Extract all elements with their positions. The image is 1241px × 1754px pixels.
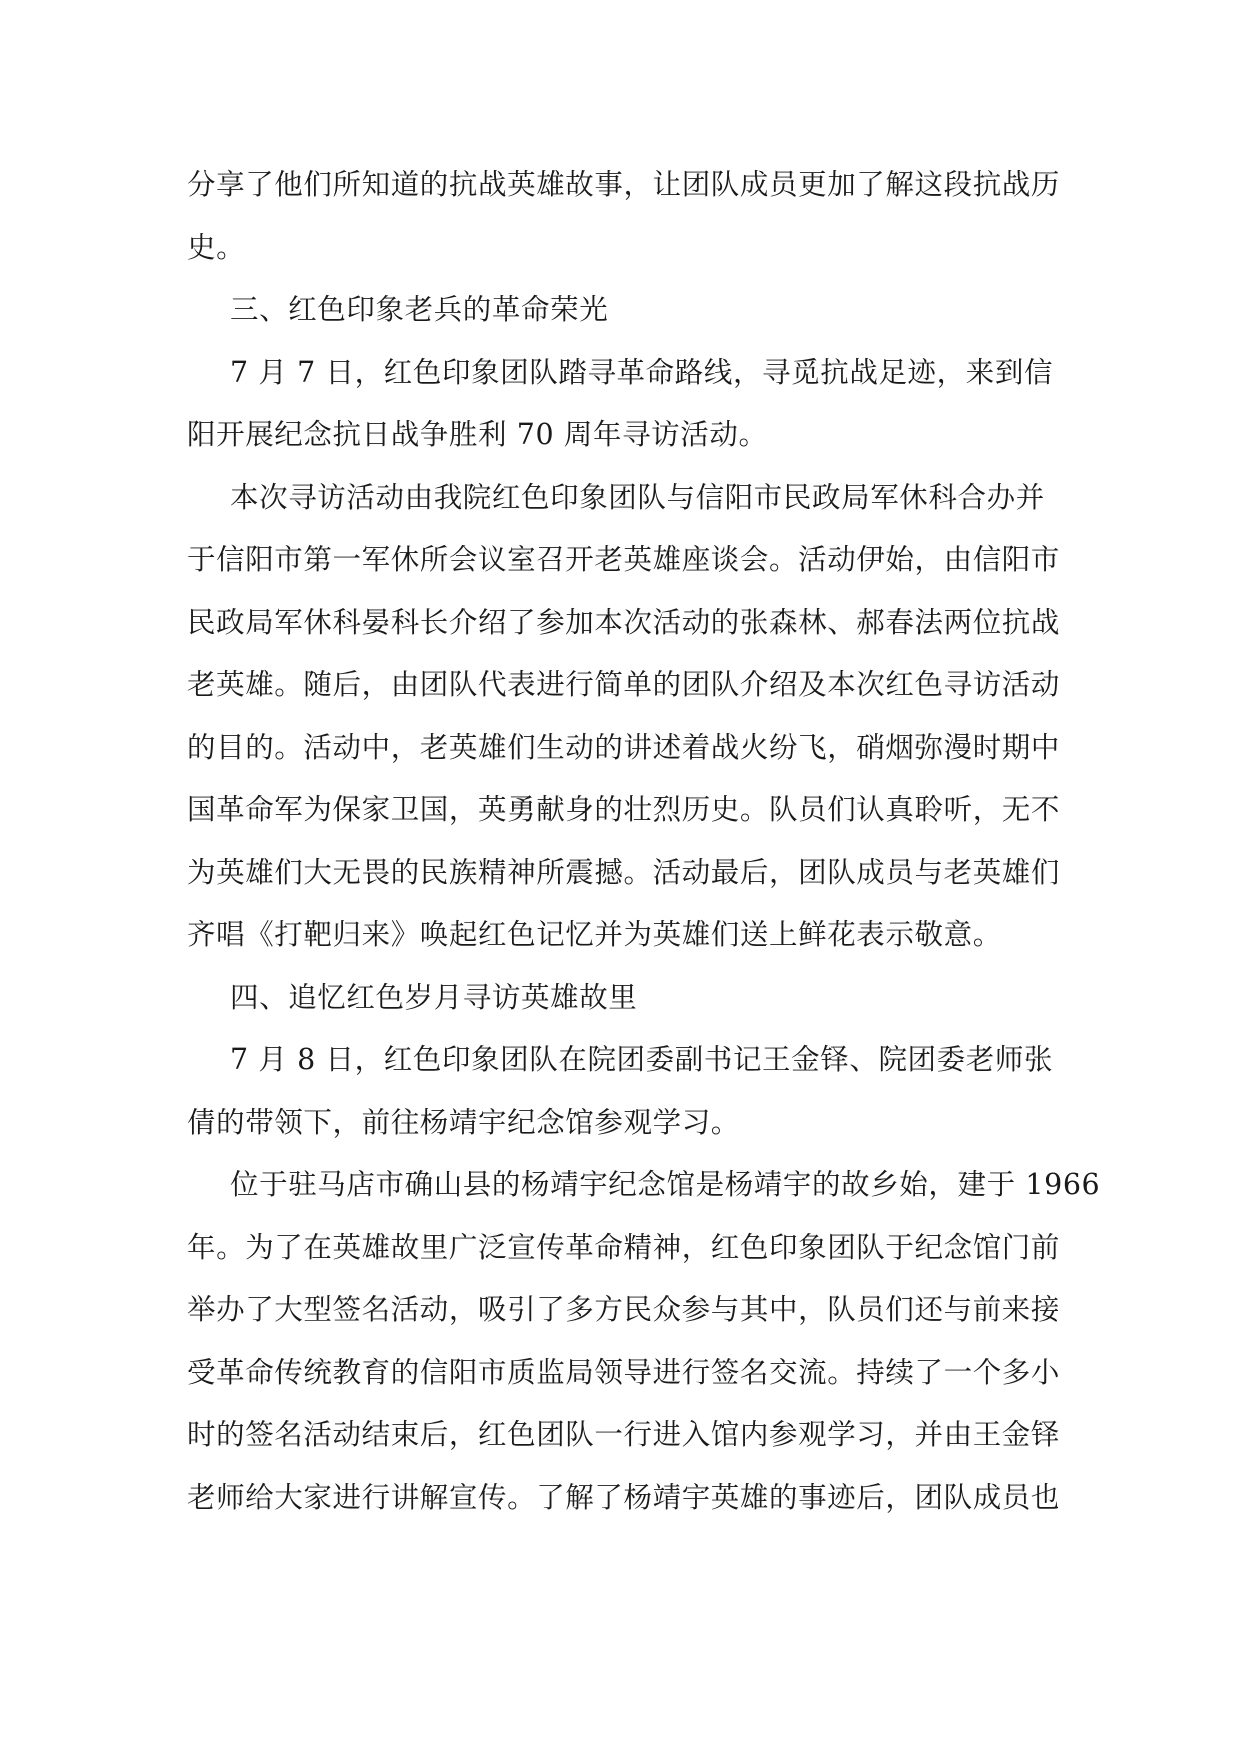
text-line: 阳开展纪念抗日战争胜利 70 周年寻访活动。 (187, 418, 768, 451)
text-line: 年。为了在英雄故里广泛宣传革命精神，红色印象团队于纪念馆门前 (187, 1230, 1061, 1264)
text-line: 的目的。活动中，老英雄们生动的讲述着战火纷飞，硝烟弥漫时期中 (187, 730, 1061, 764)
text-line: 为英雄们大无畏的民族精神所震撼。活动最后，团队成员与老英雄们 (187, 855, 1061, 889)
text-line: 齐唱《打靶归来》唤起红色记忆并为英雄们送上鲜花表示敬意。 (187, 918, 1002, 951)
text-line: 史。 (187, 230, 246, 264)
section-heading: 三、红色印象老兵的革命荣光 (230, 293, 609, 326)
text-line: 7 月 7 日，红色印象团队踏寻革命路线，寻觅抗战足迹，来到信 (230, 355, 1054, 389)
text-line: 民政局军休科晏科长介绍了参加本次活动的张森林、郝春法两位抗战 (187, 605, 1061, 639)
document-body (187, 154, 1101, 1529)
text-line: 7 月 8 日，红色印象团队在院团委副书记王金铎、院团委老师张 (230, 1043, 1054, 1076)
text-line: 倩的带领下，前往杨靖宇纪念馆参观学习。 (187, 1105, 740, 1139)
text-line: 时的签名活动结束后，红色团队一行进入馆内参观学习，并由王金铎 (187, 1418, 1061, 1451)
text-line: 老师给大家进行讲解宣传。了解了杨靖宇英雄的事迹后，团队成员也 (187, 1480, 1061, 1514)
text-line: 位于驻马店市确山县的杨靖宇纪念馆是杨靖宇的故乡始，建于 1966 (230, 1168, 1101, 1201)
section-heading: 四、追忆红色岁月寻访英雄故里 (230, 980, 638, 1014)
text-line: 老英雄。随后，由团队代表进行简单的团队介绍及本次红色寻访活动 (187, 668, 1061, 701)
text-line: 举办了大型签名活动，吸引了多方民众参与其中，队员们还与前来接 (187, 1293, 1061, 1326)
text-line: 于信阳市第一军休所会议室召开老英雄座谈会。活动伊始，由信阳市 (187, 543, 1061, 576)
text-line: 本次寻访活动由我院红色印象团队与信阳市民政局军休科合办并 (230, 480, 1045, 514)
text-line: 分享了他们所知道的抗战英雄故事，让团队成员更加了解这段抗战历 (187, 168, 1061, 201)
text-line: 受革命传统教育的信阳市质监局领导进行签名交流。持续了一个多小 (187, 1355, 1061, 1389)
text-line: 国革命军为保家卫国，英勇献身的壮烈历史。队员们认真聆听，无不 (187, 793, 1061, 826)
